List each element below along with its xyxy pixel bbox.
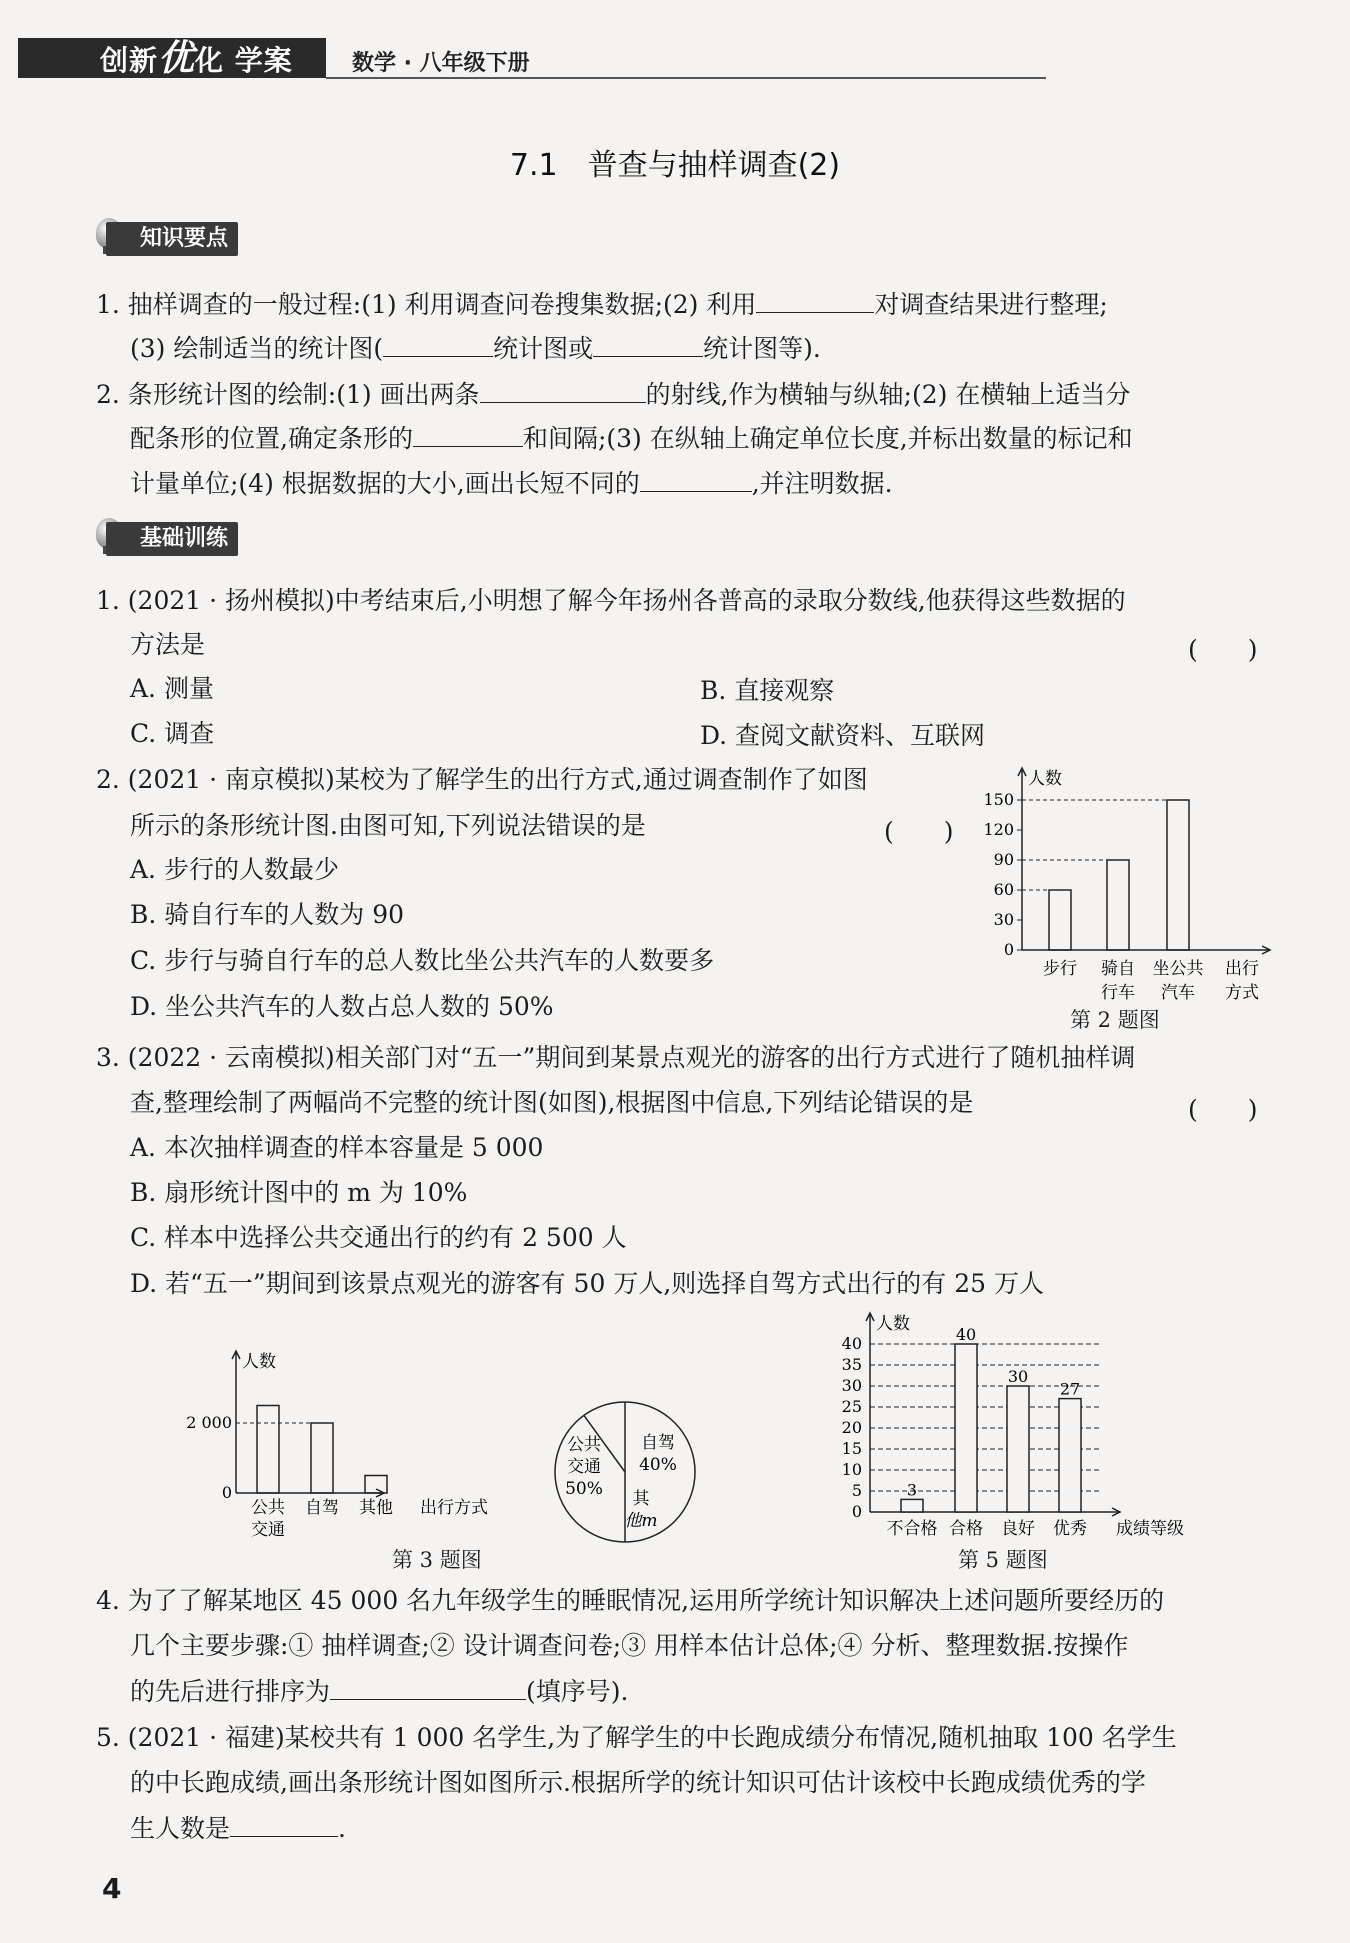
q3-option-b[interactable]: B. 扇形统计图中的 m 为 10%: [130, 1178, 468, 1207]
header-subject: 数学 · 八年级下册: [352, 51, 530, 76]
y-tick-label: 30: [993, 910, 1014, 929]
q1-stem-line1: 1. (2021 · 扬州模拟)中考结束后,小明想了解今年扬州各普高的录取分数线,他获得这些数据的: [96, 586, 1126, 615]
knowledge-2-line1: 2. 条形统计图的绘制:(1) 画出两条 的射线,作为横轴与纵轴;(2) 在横轴上适当分: [96, 376, 1130, 413]
y-tick-label: 60: [993, 880, 1014, 899]
q5-stem-line2: 的中长跑成绩,画出条形统计图如图所示.根据所学的统计知识可估计该校中长跑成绩优秀的学: [130, 1768, 1146, 1797]
x-tick-label: 自驾: [305, 1498, 339, 1518]
y-tick-label: 0: [221, 1483, 232, 1502]
y-tick-label: 40: [841, 1334, 862, 1353]
q3-stem-line2: 查,整理绘制了两幅尚不完整的统计图(如图),根据图中信息,下列结论错误的是: [130, 1088, 974, 1117]
q3-option-a[interactable]: A. 本次抽样调查的样本容量是 5 000: [130, 1133, 544, 1162]
answer-blank[interactable]: [756, 286, 874, 313]
q3-option-d[interactable]: D. 若“五一”期间到该景点观光的游客有 50 万人,则选择自驾方式出行的有 25 万人: [130, 1269, 1044, 1298]
y-tick-label: 10: [841, 1460, 862, 1479]
answer-blank[interactable]: [640, 465, 752, 492]
q4-stem-line3: 的先后进行排序为 (填序号).: [130, 1673, 628, 1710]
x-tick-label: 坐公共: [1152, 959, 1204, 979]
x-tick-label: 行车: [1101, 983, 1135, 1003]
page-number: 4: [102, 1872, 122, 1905]
q2-stem-line2: 所示的条形统计图.由图可知,下列说法错误的是: [130, 811, 646, 840]
y-tick-label: 5: [851, 1481, 862, 1500]
x-axis-label: 出行方式: [420, 1498, 488, 1518]
pie-slice-label: 自驾: [641, 1433, 675, 1453]
q2-option-a[interactable]: A. 步行的人数最少: [130, 855, 339, 884]
pie-slice-label: 50%: [565, 1479, 603, 1499]
pie-slice-label: 公共: [567, 1435, 601, 1455]
bar: [1007, 1386, 1029, 1512]
answer-blank[interactable]: [593, 330, 703, 357]
q3-option-c[interactable]: C. 样本中选择公共交通出行的约有 2 500 人: [130, 1223, 627, 1252]
knowledge-2-line3: 计量单位;(4) 根据数据的大小,画出长短不同的 ,并注明数据.: [130, 465, 893, 502]
q2-option-c[interactable]: C. 步行与骑自行车的总人数比坐公共汽车的人数要多: [130, 946, 715, 975]
q3-caption: 第 3 题图: [392, 1548, 482, 1572]
answer-blank[interactable]: [383, 330, 493, 357]
x-tick-label: 骑自: [1101, 959, 1135, 979]
data-label: 30: [1007, 1367, 1029, 1386]
data-label: 3: [906, 1480, 918, 1500]
x-tick-label: 公共: [251, 1498, 285, 1518]
y-tick-label: 120: [983, 820, 1014, 839]
x-tick-label: 优秀: [1053, 1519, 1087, 1539]
bar: [1107, 860, 1129, 950]
q5-stem-line3: 生人数是 .: [130, 1810, 346, 1847]
y-tick-label: 150: [983, 790, 1014, 809]
x-tick-label: 步行: [1043, 959, 1077, 979]
bar: [1167, 800, 1189, 950]
q4-stem-line1: 4. 为了了解某地区 45 000 名九年级学生的睡眠情况,运用所学统计知识解决上述问题所要经历的: [96, 1586, 1165, 1615]
bar: [311, 1423, 333, 1493]
pie-slice-label: 40%: [639, 1455, 677, 1475]
y-tick-label: 0: [1003, 940, 1014, 959]
q4-stem-line2: 几个主要步骤:① 抽样调查;② 设计调查问卷;③ 用样本估计总体;④ 分析、整理数据.按操作: [130, 1631, 1129, 1660]
q1-option-b[interactable]: B. 直接观察: [700, 676, 835, 705]
section-knowledge: 知识要点: [106, 222, 238, 256]
pie-slice-label: 交通: [567, 1457, 601, 1477]
pie-slice-label: 其: [632, 1489, 650, 1509]
q1-option-a[interactable]: A. 测量: [130, 674, 214, 703]
q1-answer-paren[interactable]: ( ): [1188, 635, 1258, 664]
y-tick-label: 35: [841, 1355, 862, 1374]
q2-option-b[interactable]: B. 骑自行车的人数为 90: [130, 900, 405, 929]
knowledge-1-line1: 1. 抽样调查的一般过程:(1) 利用调查问卷搜集数据;(2) 利用 对调查结果进行整理;: [96, 286, 1108, 323]
answer-blank[interactable]: [413, 420, 523, 447]
bar: [257, 1406, 279, 1494]
q3-bar-chart: [170, 1345, 510, 1545]
data-label: 40: [955, 1325, 977, 1344]
y-axis-label: 人数: [242, 1352, 276, 1372]
x-tick-label: 交通: [251, 1520, 285, 1540]
q3-stem-line1: 3. (2022 · 云南模拟)相关部门对“五一”期间到某景点观光的游客的出行方式进行了随机抽样调: [96, 1043, 1136, 1072]
section-basic: 基础训练: [106, 522, 238, 556]
x-axis-label: 方式: [1225, 983, 1259, 1003]
y-tick-label: 2 000: [186, 1413, 232, 1432]
y-tick-label: 25: [841, 1397, 862, 1416]
data-label: 27: [1059, 1379, 1081, 1399]
knowledge-1-line2: (3) 绘制适当的统计图( 统计图或 统计图等).: [130, 330, 821, 367]
x-axis-label: 成绩等级: [1116, 1519, 1184, 1539]
y-axis-label: 人数: [876, 1314, 910, 1334]
y-tick-label: 30: [841, 1376, 862, 1395]
x-tick-label: 其他: [359, 1498, 393, 1518]
y-tick-label: 90: [993, 850, 1014, 869]
q2-caption: 第 2 题图: [1070, 1008, 1160, 1032]
y-tick-label: 15: [841, 1439, 862, 1458]
bar: [1049, 890, 1071, 950]
bar: [1059, 1399, 1081, 1512]
bar: [955, 1344, 977, 1512]
y-tick-label: 0: [851, 1502, 862, 1521]
q2-answer-paren[interactable]: ( ): [884, 817, 954, 846]
pie-slice-label: 他m: [624, 1511, 658, 1531]
bar: [365, 1476, 387, 1494]
y-axis-label: 人数: [1028, 769, 1062, 789]
q1-stem-line2: 方法是: [130, 630, 206, 659]
page-title: 7.1 普查与抽样调查(2): [509, 148, 841, 183]
q3-answer-paren[interactable]: ( ): [1188, 1095, 1258, 1124]
q1-option-d[interactable]: D. 查阅文献资料、互联网: [700, 721, 986, 750]
q3-pie-chart: [540, 1400, 710, 1550]
q2-option-d[interactable]: D. 坐公共汽车的人数占总人数的 50%: [130, 992, 554, 1021]
x-tick-label: 汽车: [1161, 983, 1195, 1003]
answer-blank[interactable]: [330, 1673, 526, 1700]
q5-bar-chart: [820, 1305, 1200, 1550]
q5-stem-line1: 5. (2021 · 福建)某校共有 1 000 名学生,为了解学生的中长跑成绩分布情况,随机抽取 100 名学生: [96, 1723, 1177, 1752]
header-rule: [326, 77, 1046, 79]
knowledge-2-line2: 配条形的位置,确定条形的 和间隔;(3) 在纵轴上确定单位长度,并标出数量的标记和: [130, 420, 1133, 457]
brand-logo: 创新优化 学案: [100, 38, 293, 79]
x-tick-label: 合格: [949, 1519, 983, 1539]
x-axis-label: 出行: [1225, 959, 1259, 979]
q2-stem-line1: 2. (2021 · 南京模拟)某校为了解学生的出行方式,通过调查制作了如图: [96, 765, 868, 794]
x-tick-label: 不合格: [886, 1519, 938, 1539]
bar: [901, 1499, 923, 1512]
q2-bar-chart: [960, 760, 1280, 1030]
answer-blank[interactable]: [230, 1810, 338, 1837]
answer-blank[interactable]: [480, 376, 646, 403]
x-tick-label: 良好: [1001, 1519, 1035, 1539]
q1-option-c[interactable]: C. 调查: [130, 719, 215, 748]
q5-caption: 第 5 题图: [958, 1548, 1048, 1572]
y-tick-label: 20: [841, 1418, 862, 1437]
